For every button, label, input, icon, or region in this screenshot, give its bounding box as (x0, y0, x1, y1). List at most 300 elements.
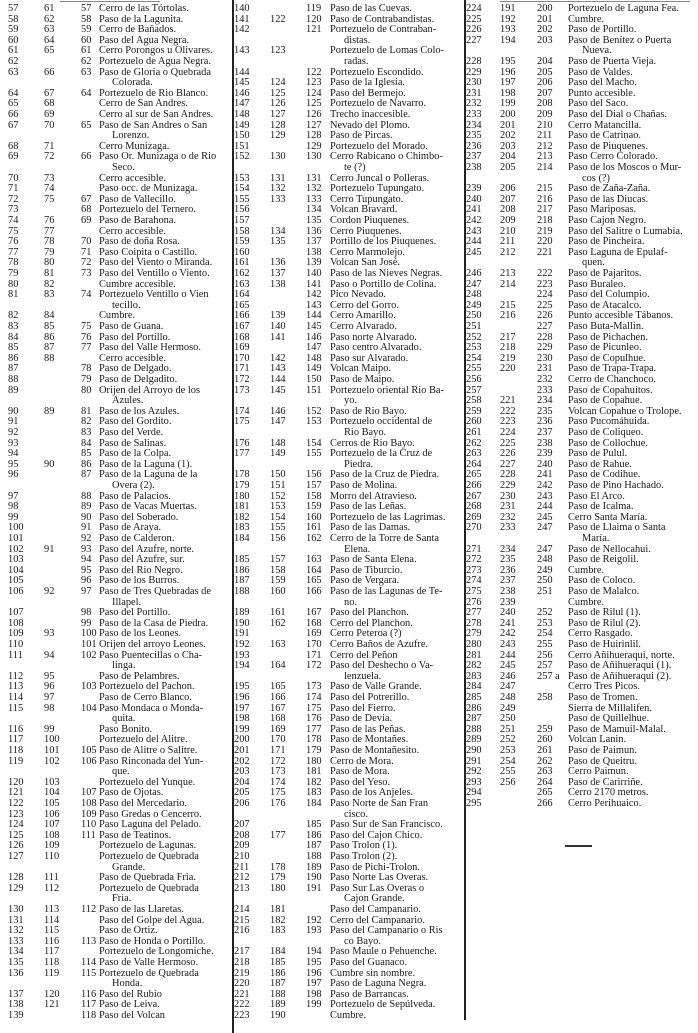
place-name: Cerro Piuquenes. (330, 225, 402, 237)
place-name: Paso Buta-Mallin. (568, 321, 644, 332)
place-name-continuation: radas. (344, 56, 369, 67)
number-col-3: 127 (306, 119, 322, 131)
number-col-3: 72 (81, 257, 92, 269)
place-name: Paso de las Cuevas. (330, 3, 412, 14)
number-col-2: 174 (270, 776, 286, 788)
number-col-2: 232 (500, 511, 516, 523)
number-col-1: 263 (466, 448, 482, 460)
number-col-1: 240 (466, 193, 482, 205)
number-col-3: 125 (306, 98, 322, 110)
number-col-3: 109 (81, 808, 97, 820)
place-name: Paso de Picunleo. (568, 342, 642, 354)
number-col-2: 107 (44, 819, 60, 831)
place-name: Sierra de Millalifen. (568, 702, 652, 714)
place-name: Portezuelo de Rio Blanco. (99, 87, 209, 99)
number-col-2: 180 (270, 882, 286, 894)
number-col-3: 63 (81, 66, 92, 78)
number-col-1: 130 (8, 904, 24, 915)
number-col-3: 77 (81, 342, 92, 354)
place-name: Paso de Pulul. (568, 448, 628, 460)
place-name: Paso de Rilul (1). (568, 607, 641, 619)
end-rule (565, 845, 592, 847)
place-name: Paso del Campanario. (330, 904, 421, 915)
number-col-1: 227 (466, 34, 482, 46)
number-col-2: 141 (270, 331, 286, 343)
place-name: Cerro de San Andres. (99, 98, 188, 110)
number-col-3: 227 (537, 321, 553, 332)
number-col-1: 201 (234, 745, 250, 756)
number-col-3: 138 (306, 246, 322, 258)
number-col-1: 144 (234, 66, 250, 78)
place-name: Paso del Bermejo. (330, 87, 406, 99)
place-name: Paso del Macho. (568, 77, 637, 89)
number-col-1: 70 (8, 172, 19, 184)
number-col-3: 110 (81, 819, 97, 831)
place-name: Paso Trolon (2). (330, 851, 398, 862)
number-col-3: 224 (537, 289, 553, 301)
number-col-2: 130 (270, 151, 286, 163)
table-row (0, 852, 232, 863)
number-col-1: 64 (8, 87, 19, 99)
number-col-3: 222 (537, 268, 553, 279)
number-col-3: 61 (81, 45, 92, 57)
place-name: Paso del Rio Negro. (99, 564, 183, 576)
place-name: Paso Norte Las Overas. (330, 872, 429, 884)
number-col-2: 122 (270, 13, 286, 25)
number-col-1: 161 (234, 257, 250, 269)
place-name: Paso Laguna del Pelado. (99, 819, 202, 831)
place-name-continuation: Honda. (112, 978, 143, 990)
number-col-3: 59 (81, 24, 92, 36)
number-col-1: 293 (466, 776, 482, 788)
number-col-2: 234 (500, 543, 516, 555)
number-col-1: 166 (234, 310, 250, 322)
number-col-3: 162 (306, 533, 322, 544)
number-col-2: 240 (500, 607, 516, 619)
number-col-3: 218 (537, 215, 553, 226)
place-name: Paso de Guana. (99, 321, 164, 332)
place-name: Paso de Coloco. (568, 575, 636, 587)
number-col-1: 156 (234, 204, 250, 216)
number-col-3: 135 (306, 215, 322, 226)
place-name: Pico Nevado. (330, 289, 386, 301)
number-col-1: 266 (466, 480, 482, 491)
number-col-3: 68 (81, 204, 92, 216)
number-col-2: 131 (270, 172, 286, 184)
place-name: Paso del Verde. (99, 427, 164, 438)
number-col-3: 257 a (537, 670, 560, 682)
place-name: Portezuelo del Alitre. (99, 734, 188, 746)
number-col-1: 254 (466, 352, 482, 364)
number-col-1: 290 (466, 745, 482, 756)
place-name: Cerro de Chanchoco. (568, 374, 657, 385)
place-name: Paso de Collochue. (568, 437, 648, 449)
number-col-3: 113 (81, 935, 97, 947)
number-col-3: 89 (81, 501, 92, 513)
number-col-1: 228 (466, 56, 482, 67)
number-col-3: 143 (306, 299, 322, 311)
place-name: Cerro Tres Picos. (568, 681, 640, 693)
table-row (234, 322, 464, 333)
number-col-1: 163 (234, 278, 250, 290)
number-col-2: 72 (44, 151, 55, 163)
number-col-3: 62 (81, 56, 92, 67)
place-name: Portezuelo de Quebrada (99, 882, 199, 894)
number-col-1: 76 (8, 236, 19, 248)
table-row (466, 746, 698, 757)
number-col-1: 74 (8, 215, 19, 226)
number-col-3: 165 (306, 575, 322, 587)
number-col-3: 117 (81, 999, 97, 1011)
number-col-1: 172 (234, 374, 250, 385)
number-col-2: 247 (500, 681, 516, 693)
place-name: Volcan Copahue o Trolope. (568, 405, 682, 417)
number-col-3: 153 (306, 416, 322, 428)
number-col-1: 270 (466, 522, 482, 534)
place-name-continuation: Lorenzo. (112, 130, 150, 142)
number-col-2: 70 (44, 119, 55, 131)
number-col-1: 243 (466, 225, 482, 237)
place-name: Paso de Copahuitos. (568, 384, 653, 396)
number-col-1: 278 (466, 617, 482, 629)
number-col-2: 246 (500, 670, 516, 682)
place-name: Paso de Valle Hermoso. (99, 957, 199, 968)
number-col-1: 209 (234, 840, 250, 852)
table-row (0, 1011, 232, 1022)
number-col-2: 116 (44, 935, 60, 947)
place-name: Paso del Soberado. (99, 511, 179, 523)
number-col-1: 282 (466, 660, 482, 672)
number-col-1: 238 (466, 162, 482, 173)
number-col-1: 77 (8, 246, 19, 258)
number-col-1: 223 (234, 1010, 250, 1021)
place-name: Paso del Fierro. (330, 702, 396, 714)
number-col-1: 221 (234, 988, 250, 1000)
place-name: Paso de Copulhue. (568, 352, 646, 364)
number-col-1: 275 (466, 586, 482, 597)
number-col-2: 182 (270, 914, 286, 926)
number-col-2: 97 (44, 692, 55, 703)
number-col-2: 212 (500, 246, 516, 258)
number-col-1: 115 (8, 702, 24, 714)
number-col-1: 110 (8, 639, 24, 650)
place-name: Paso Sur de San Francisco. (330, 819, 443, 831)
number-col-1: 222 (234, 999, 250, 1011)
number-col-3: 81 (81, 405, 92, 417)
number-col-1: 117 (8, 734, 24, 746)
place-name: Paso del Viento o Miranda. (99, 257, 213, 269)
table-row (0, 693, 232, 704)
place-name-continuation: Colorada. (112, 77, 153, 89)
number-col-1: 215 (234, 914, 250, 926)
number-col-3: 258 (537, 692, 553, 703)
number-col-3: 231 (537, 363, 553, 375)
place-name: Portillo de los Piuquenes. (330, 236, 437, 248)
number-col-1: 180 (234, 490, 250, 502)
number-col-1: 105 (8, 575, 24, 587)
number-col-3: 85 (81, 448, 92, 460)
number-col-1: 295 (466, 798, 482, 809)
number-col-3: 248 (537, 554, 553, 566)
number-col-3: 169 (306, 628, 322, 640)
number-col-3: 118 (81, 1010, 97, 1021)
number-col-1: 183 (234, 522, 250, 534)
place-name: Cerro Matancilla. (568, 119, 642, 131)
place-name-continuation: linga. (112, 660, 136, 672)
place-name: Paso de las Leñas. (330, 501, 407, 513)
place-name: Cumbre. (330, 1010, 367, 1021)
number-col-1: 256 (466, 374, 482, 385)
place-name: Cerro al sur de San Andres. (99, 109, 214, 120)
number-col-1: 61 (8, 45, 19, 57)
number-col-2: 118 (44, 957, 60, 968)
table-row (466, 799, 698, 810)
place-name: Paso de los Burros. (99, 575, 180, 587)
number-col-1: 114 (8, 692, 24, 703)
number-col-1: 224 (466, 3, 482, 14)
number-col-2: 220 (500, 363, 516, 375)
place-name: Paso de Salinas. (99, 437, 167, 449)
number-col-3: 87 (81, 469, 92, 481)
number-col-2: 172 (270, 755, 286, 767)
number-col-1: 202 (234, 755, 250, 767)
number-col-2: 84 (44, 310, 55, 322)
place-name: Portezuelo de Quebrada (99, 967, 199, 979)
place-name: Paso del Cajon Chico. (330, 829, 423, 841)
number-col-1: 101 (8, 533, 24, 544)
number-col-3: 253 (537, 617, 553, 629)
number-col-3: 124 (306, 87, 322, 99)
number-col-1: 274 (466, 575, 482, 587)
number-col-2: 126 (270, 98, 286, 110)
number-col-3: 100 (81, 628, 97, 640)
place-name: Paso de Araya. (99, 522, 162, 534)
number-col-1: 108 (8, 617, 24, 629)
number-col-3: 130 (306, 151, 322, 163)
place-name: Paso de Pircas. (330, 130, 393, 142)
place-name: Paso de la Iglesia. (330, 77, 406, 89)
number-col-3: 98 (81, 607, 92, 619)
number-col-1: 258 (466, 395, 482, 407)
number-col-2: 215 (500, 299, 516, 311)
number-col-3: 145 (306, 321, 322, 332)
place-name: Paso centro Alvarado. (330, 342, 422, 354)
place-name: Paso del Mercedario. (99, 798, 188, 809)
number-col-3: 74 (81, 289, 92, 301)
number-col-2: 214 (500, 278, 516, 290)
number-col-3: 230 (537, 352, 553, 364)
number-col-2: 158 (270, 564, 286, 576)
place-name: Paso de Piuquenes. (568, 140, 648, 152)
number-col-3: 105 (81, 745, 97, 756)
number-col-3: 199 (306, 999, 322, 1011)
number-col-3: 94 (81, 554, 92, 566)
place-name-continuation: lenzuela. (344, 670, 382, 682)
place-name: Paso Bonito. (99, 723, 153, 735)
place-name: Paso del Yeso. (330, 776, 391, 788)
number-col-1: 96 (8, 469, 19, 481)
place-name: Paso Sur Las Overas o (330, 882, 425, 894)
place-name: Morro del Atravieso. (330, 490, 417, 502)
place-name: Paso de Pincheira. (568, 236, 645, 248)
number-col-3: 114 (81, 957, 97, 968)
number-col-2: 151 (270, 480, 286, 491)
number-col-3: 163 (306, 554, 322, 566)
place-name: Paso de Tres Quebradas de (99, 586, 211, 597)
number-col-1: 92 (8, 427, 19, 438)
number-col-2: 237 (500, 575, 516, 587)
place-name: Cerro de las Tórtolas. (99, 3, 189, 14)
number-col-2: 145 (270, 384, 286, 396)
place-name: Cerro accesible. (99, 172, 166, 184)
place-name: Paso de Portillo. (568, 24, 637, 36)
table-row (234, 375, 464, 386)
number-col-1: 107 (8, 607, 24, 619)
place-name: Paso de Rio Bayo. (330, 405, 407, 417)
number-col-3: 266 (537, 798, 553, 809)
number-col-1: 59 (8, 24, 19, 36)
number-col-3: 177 (306, 723, 322, 735)
place-name: Paso Cajon Negro. (568, 215, 647, 226)
place-name: Paso de Gloria o Quebrada (99, 66, 211, 78)
table-row (466, 481, 698, 492)
table-row (234, 481, 464, 492)
number-col-2: 183 (270, 925, 286, 937)
place-name: Paso de Nellocahui. (568, 543, 651, 555)
number-col-1: 86 (8, 352, 19, 364)
number-col-3: 154 (306, 437, 322, 449)
number-col-2: 202 (500, 130, 516, 142)
place-name: Paso de Pichi-Trolon. (330, 861, 420, 873)
number-col-1: 285 (466, 692, 482, 703)
place-name: Paso de Tromen. (568, 692, 638, 703)
number-col-1: 273 (466, 564, 482, 576)
place-name: Cumbre. (99, 310, 136, 322)
table-row (234, 799, 464, 810)
number-col-1: 217 (234, 946, 250, 958)
number-col-3: 213 (537, 151, 553, 163)
number-col-3: 249 (537, 564, 553, 576)
place-name-continuation: Overa (2). (112, 480, 155, 491)
number-col-2: 227 (500, 458, 516, 470)
place-name: Cerro del Campanario. (330, 914, 425, 926)
place-name: Paso Mondaca o Monda- (99, 702, 204, 714)
place-name: Cerro accesible. (99, 352, 166, 364)
table-row-continuation (234, 163, 464, 174)
number-col-1: 113 (8, 681, 24, 693)
number-col-2: 91 (44, 543, 55, 555)
number-col-2: 176 (270, 798, 286, 809)
place-name: Cerro Munizaga. (99, 140, 170, 152)
number-col-2: 221 (500, 395, 516, 407)
place-name: Paso de Alitre o Salitre. (99, 745, 198, 756)
place-name-continuation: tecillo. (112, 299, 141, 311)
place-name: Cerro Santa María. (568, 511, 648, 523)
table-column-group-1 (0, 4, 232, 1033)
number-col-3: 264 (537, 776, 553, 788)
number-col-1: 239 (466, 183, 482, 195)
number-col-2: 207 (500, 193, 516, 205)
number-col-3: 190 (306, 872, 322, 884)
place-name: Paso de Barrancas. (330, 988, 409, 1000)
number-col-2: 100 (44, 734, 60, 746)
number-col-1: 198 (234, 713, 250, 725)
place-name: Orijen del Arroyo de los (99, 384, 200, 396)
number-col-1: 179 (234, 480, 250, 491)
number-col-2: 135 (270, 236, 286, 248)
number-col-1: 78 (8, 257, 19, 269)
number-col-1: 231 (466, 87, 482, 99)
number-col-1: 208 (234, 829, 250, 841)
number-col-3: 104 (81, 702, 97, 714)
place-name: Portezuelo del Pachon. (99, 681, 195, 693)
number-col-3: 175 (306, 702, 322, 714)
number-col-2: 85 (44, 321, 55, 332)
number-col-1: 67 (8, 119, 19, 131)
number-col-3: 226 (537, 310, 553, 322)
number-col-1: 225 (466, 13, 482, 25)
number-col-1: 171 (234, 363, 250, 375)
number-col-1: 188 (234, 586, 250, 597)
place-name: Paso de los Moscos o Mur- (568, 162, 682, 173)
table-row (466, 322, 698, 333)
number-col-3: 82 (81, 416, 92, 428)
number-col-3: 92 (81, 533, 92, 544)
place-name: Paso de Devia. (330, 713, 393, 725)
number-col-3: 261 (537, 745, 553, 756)
number-col-1: 102 (8, 543, 24, 555)
number-col-1: 219 (234, 967, 250, 979)
place-name: Cerro Rasgado. (568, 628, 633, 640)
number-col-2: 173 (270, 766, 286, 778)
number-col-3: 86 (81, 458, 92, 470)
number-col-3: 265 (537, 787, 553, 799)
number-col-2: 198 (500, 87, 516, 99)
number-col-2: 128 (270, 119, 286, 131)
number-col-2: 170 (270, 734, 286, 746)
number-col-1: 151 (234, 140, 250, 152)
place-name: Paso del Dial o Chañas. (568, 109, 667, 120)
number-col-2: 62 (44, 13, 55, 25)
place-name: Paso de Añihueraqui (1). (568, 660, 672, 672)
number-col-2: 133 (270, 193, 286, 205)
number-col-2: 160 (270, 586, 286, 597)
place-name: Cerro del Gorro. (330, 299, 399, 311)
number-col-1: 178 (234, 469, 250, 481)
place-name: Punto accesible Tábanos. (568, 310, 674, 322)
number-col-2: 169 (270, 723, 286, 735)
number-col-1: 104 (8, 564, 24, 576)
number-col-1: 251 (466, 321, 482, 332)
number-col-3: 167 (306, 607, 322, 619)
number-col-2: 200 (500, 109, 516, 120)
number-col-1: 157 (234, 215, 250, 226)
number-col-2: 195 (500, 56, 516, 67)
number-col-3: 239 (537, 448, 553, 460)
place-name: Portezuelo de Sepúlveda. (330, 999, 436, 1011)
number-col-2: 192 (500, 13, 516, 25)
number-col-1: 143 (234, 45, 250, 57)
number-col-2: 254 (500, 755, 516, 767)
number-col-2: 109 (44, 840, 60, 852)
place-name: Paso del Valle Hermoso. (99, 342, 201, 354)
number-col-3: 91 (81, 522, 92, 534)
number-col-1: 83 (8, 321, 19, 332)
number-col-2: 216 (500, 310, 516, 322)
place-name: Portezuelo de Contraban- (330, 24, 437, 36)
place-name: Paso de la Lagunita. (99, 13, 184, 25)
number-col-3: 123 (306, 77, 322, 89)
